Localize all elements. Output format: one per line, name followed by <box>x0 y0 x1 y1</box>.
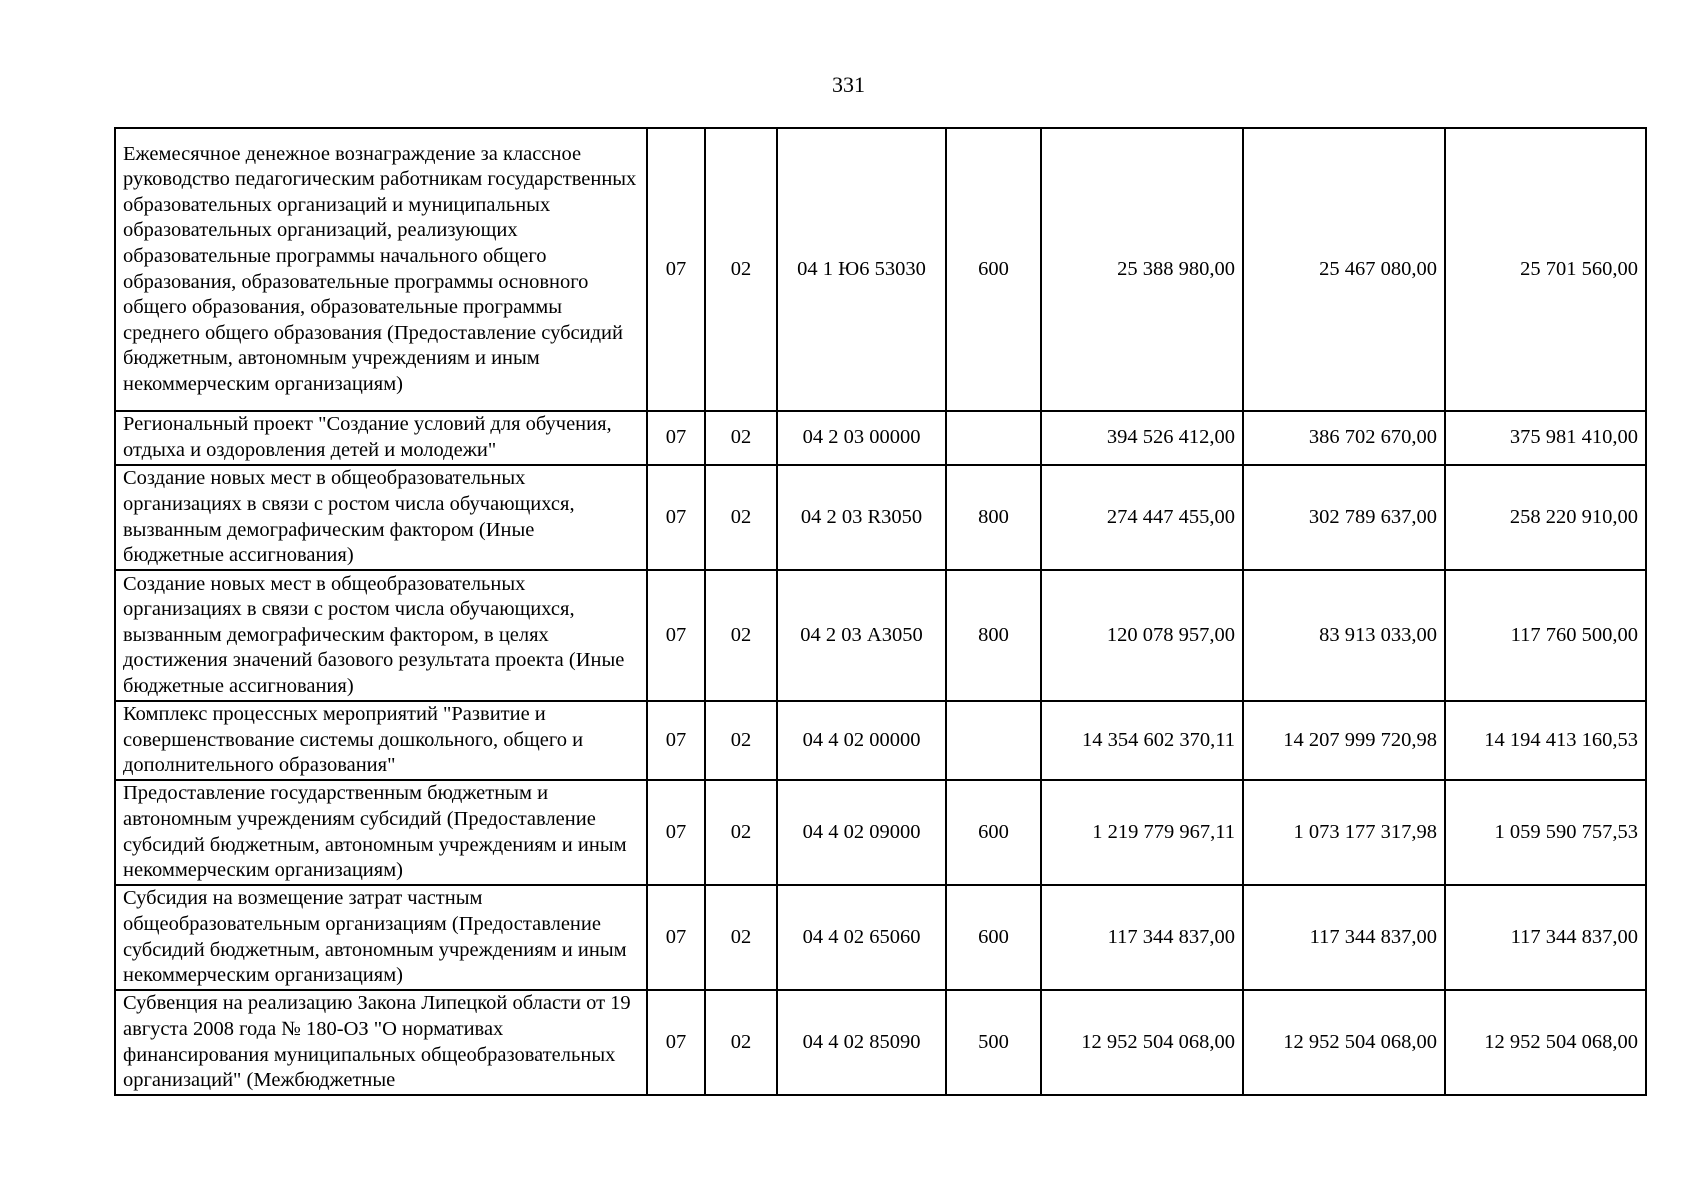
subsection-cell: 02 <box>705 990 777 1095</box>
expense-type-cell: 800 <box>946 465 1041 570</box>
amount-year2-cell: 12 952 504 068,00 <box>1243 990 1445 1095</box>
amount-year2-cell: 25 467 080,00 <box>1243 128 1445 411</box>
target-code-cell: 04 4 02 00000 <box>777 701 946 780</box>
expense-type-cell: 600 <box>946 885 1041 990</box>
expense-type-cell: 500 <box>946 990 1041 1095</box>
expense-name-cell: Субвенция на реализацию Закона Липецкой области от 19 августа 2008 года № 180-ОЗ "О нормативах финансирования муниципальных общеобразовательных организаций" (Межбюджетные <box>115 990 647 1095</box>
amount-year2-cell: 14 207 999 720,98 <box>1243 701 1445 780</box>
subsection-cell: 02 <box>705 465 777 570</box>
amount-year2-cell: 1 073 177 317,98 <box>1243 780 1445 885</box>
subsection-cell: 02 <box>705 128 777 411</box>
section-cell: 07 <box>647 570 705 701</box>
expense-type-cell <box>946 411 1041 465</box>
amount-year3-cell: 375 981 410,00 <box>1445 411 1646 465</box>
amount-year1-cell: 1 219 779 967,11 <box>1041 780 1243 885</box>
target-code-cell: 04 4 02 85090 <box>777 990 946 1095</box>
amount-year2-cell: 386 702 670,00 <box>1243 411 1445 465</box>
amount-year1-cell: 274 447 455,00 <box>1041 465 1243 570</box>
table-row <box>115 570 1646 701</box>
expense-type-cell: 600 <box>946 128 1041 411</box>
section-cell: 07 <box>647 411 705 465</box>
page-number: 331 <box>832 72 865 97</box>
subsection-cell: 02 <box>705 780 777 885</box>
target-code-cell: 04 2 03 А3050 <box>777 570 946 701</box>
table-row <box>115 990 1646 1095</box>
amount-year3-cell: 117 760 500,00 <box>1445 570 1646 701</box>
target-code-cell: 04 4 02 65060 <box>777 885 946 990</box>
amount-year3-cell: 258 220 910,00 <box>1445 465 1646 570</box>
expense-name-cell: Предоставление государственным бюджетным и автономным учреждениям субсидий (Предоставление субсидий бюджетным, автономным учреждениям и иным некоммерческим организациям) <box>115 780 647 885</box>
expense-name-cell: Создание новых мест в общеобразовательных организациях в связи с ростом числа обучающихся, вызванным демографическим фактором, в целях достижения значений базового результата проекта (Иные бюджетные ассигнования) <box>115 570 647 701</box>
amount-year3-cell: 12 952 504 068,00 <box>1445 990 1646 1095</box>
amount-year3-cell: 25 701 560,00 <box>1445 128 1646 411</box>
subsection-cell: 02 <box>705 570 777 701</box>
amount-year1-cell: 14 354 602 370,11 <box>1041 701 1243 780</box>
section-cell: 07 <box>647 701 705 780</box>
table-row <box>115 780 1646 885</box>
target-code-cell: 04 1 Ю6 53030 <box>777 128 946 411</box>
expense-name-cell: Ежемесячное денежное вознаграждение за классное руководство педагогическим работникам государственных образовательных организаций и муниципальных образовательных организаций, реализующих образовательные программы начального общего образования, образовательные программы основного общего образования, образовательные программы среднего общего образования (Предоставление субсидий бюджетным, автономным учреждениям и иным некоммерческим организациям) <box>115 128 647 411</box>
subsection-cell: 02 <box>705 701 777 780</box>
amount-year3-cell: 14 194 413 160,53 <box>1445 701 1646 780</box>
budget-table <box>114 127 1647 1096</box>
section-cell: 07 <box>647 465 705 570</box>
section-cell: 07 <box>647 990 705 1095</box>
amount-year2-cell: 117 344 837,00 <box>1243 885 1445 990</box>
expense-type-cell <box>946 701 1041 780</box>
expense-name-cell: Создание новых мест в общеобразовательных организациях в связи с ростом числа обучающихся, вызванным демографическим фактором (Иные бюджетные ассигнования) <box>115 465 647 570</box>
expense-type-cell: 600 <box>946 780 1041 885</box>
expense-type-cell: 800 <box>946 570 1041 701</box>
target-code-cell: 04 2 03 00000 <box>777 411 946 465</box>
subsection-cell: 02 <box>705 885 777 990</box>
section-cell: 07 <box>647 780 705 885</box>
table-row <box>115 885 1646 990</box>
amount-year3-cell: 1 059 590 757,53 <box>1445 780 1646 885</box>
target-code-cell: 04 2 03 R3050 <box>777 465 946 570</box>
amount-year2-cell: 302 789 637,00 <box>1243 465 1445 570</box>
section-cell: 07 <box>647 128 705 411</box>
table-row <box>115 411 1646 465</box>
table-row <box>115 701 1646 780</box>
table-row <box>115 465 1646 570</box>
amount-year1-cell: 120 078 957,00 <box>1041 570 1243 701</box>
table-row <box>115 128 1646 411</box>
expense-name-cell: Субсидия на возмещение затрат частным общеобразовательным организациям (Предоставление субсидий бюджетным, автономным учреждениям и иным некоммерческим организациям) <box>115 885 647 990</box>
amount-year1-cell: 394 526 412,00 <box>1041 411 1243 465</box>
amount-year1-cell: 117 344 837,00 <box>1041 885 1243 990</box>
target-code-cell: 04 4 02 09000 <box>777 780 946 885</box>
amount-year3-cell: 117 344 837,00 <box>1445 885 1646 990</box>
section-cell: 07 <box>647 885 705 990</box>
expense-name-cell: Региональный проект "Создание условий для обучения, отдыха и оздоровления детей и молодежи" <box>115 411 647 465</box>
amount-year1-cell: 12 952 504 068,00 <box>1041 990 1243 1095</box>
subsection-cell: 02 <box>705 411 777 465</box>
amount-year2-cell: 83 913 033,00 <box>1243 570 1445 701</box>
amount-year1-cell: 25 388 980,00 <box>1041 128 1243 411</box>
expense-name-cell: Комплекс процессных мероприятий "Развитие и совершенствование системы дошкольного, общего и дополнительного образования" <box>115 701 647 780</box>
